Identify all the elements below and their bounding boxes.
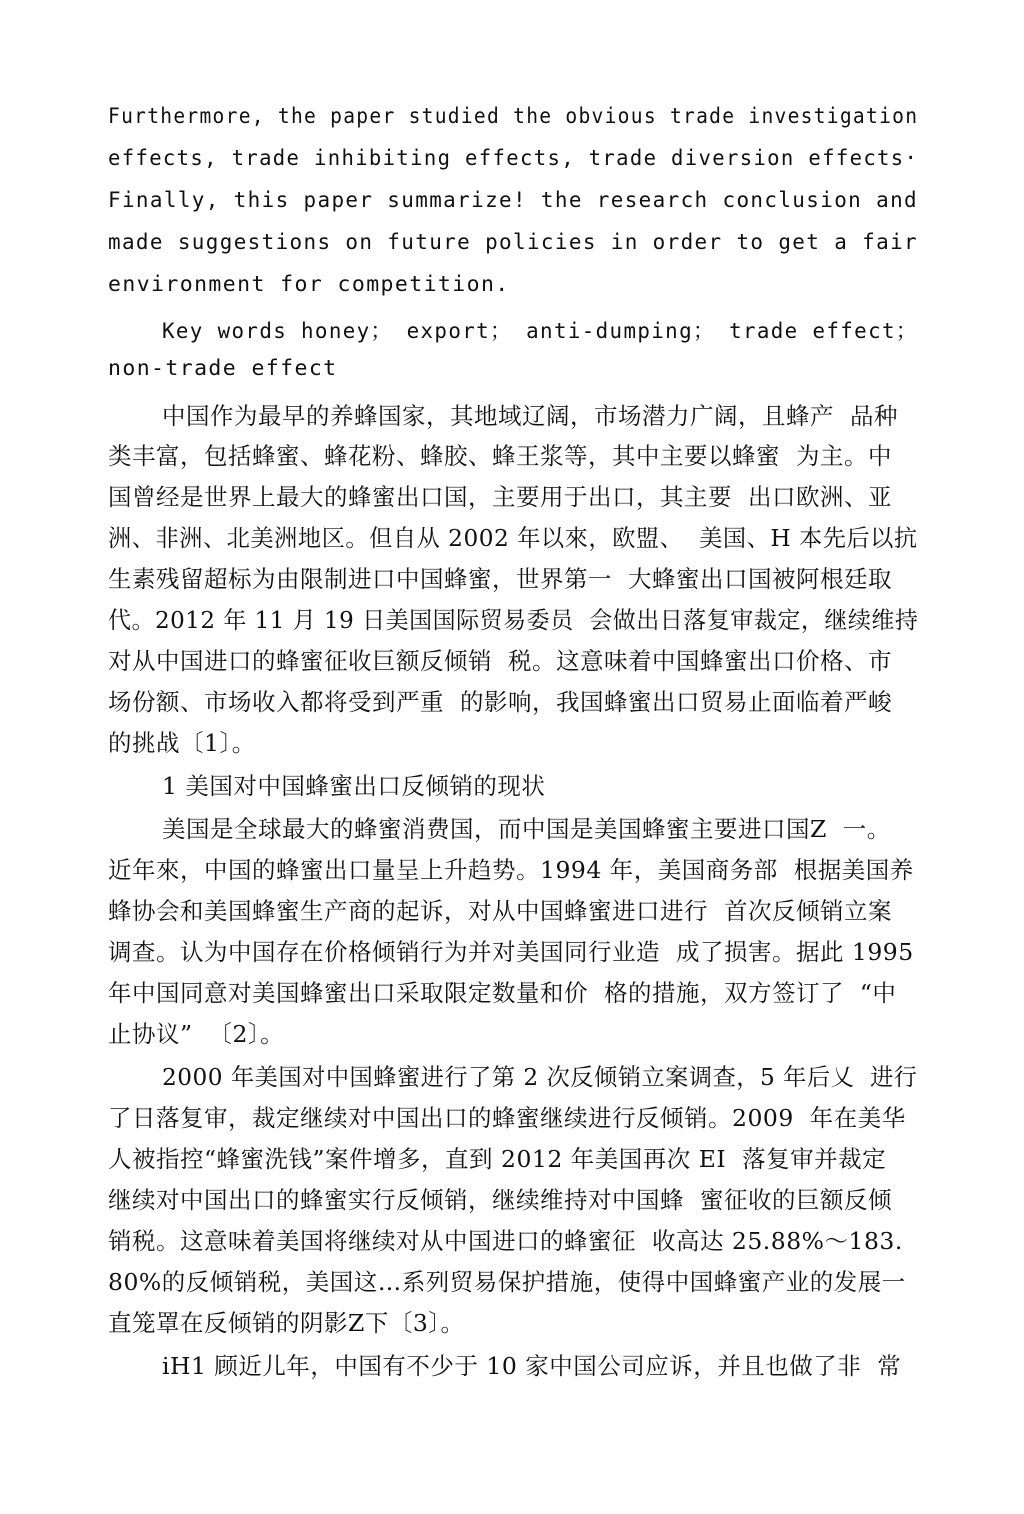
abstract-line: effects, trade inhibiting effects, trade diversion effects· [108,146,919,171]
paragraph-line: 蜂协会和美国蜂蜜生产商的起诉，对从中国蜂蜜进口进行 首次反倾销立案 [108,897,892,925]
intro-line: 国曾经是世界上最大的蜂蜜出口国，主要用于出口，其主要 出口欧洲、亚 [108,483,892,511]
intro-line: 代。2012 年 11 月 19 日美国国际贸易委员 会做出日落复审裁定，继续维持 [108,606,919,634]
intro-line: 生素残留超标为由限制进口中国蜂蜜，世界第一 大蜂蜜出口国被阿根廷取 [108,565,892,593]
paragraph-line: 调查。认为中国存在价格倾销行为并对美国同行业造 成了损害。据此 1995 [108,938,914,966]
abstract-line: environment for competition. [108,272,510,297]
paragraph-line: 80%的反倾销税，美国这…系列贸易保护措施，使得中国蜂蜜产业的发展一 [108,1268,906,1296]
intro-line: 中国作为最早的养蜂国家，其地域辽阔，市场潜力广阔，且蜂产 品种 [162,402,898,430]
intro-line: 类丰富，包括蜂蜜、蜂花粉、蜂胶、蜂王浆等，其中主要以蜂蜜 为主。中 [108,442,892,470]
intro-line: 洲、非洲、北美洲地区。但自从 2002 年以來，欧盟、 美国、H 本先后以抗 [108,524,918,552]
paragraph-line: 直笼罩在反倾销的阴影Z下〔3〕。 [108,1309,465,1337]
paragraph-line: 人被指控“蜂蜜洗钱”案件增多，直到 2012 年美国再次 EI 落复审并裁定 [108,1145,887,1173]
abstract-line: Finally, this paper summarize! the research conclusion and [108,188,919,213]
paragraph-line: 美国是全球最大的蜂蜜消费国，而中国是美国蜂蜜主要进口国Z 一。 [162,815,891,843]
paragraph-line: 继续对中国出口的蜂蜜实行反倾销，继续维持对中国蜂 蜜征收的巨额反倾 [108,1186,892,1214]
paragraph-line: 年中国同意对美国蜂蜜出口采取限定数量和价 格的措施，双方签订了 “中 [108,979,897,1007]
paragraph-line: 近年來，中国的蜂蜜出口量呈上升趋势。1994 年，美国商务部 根据美国养 [108,856,914,884]
paragraph-line: 2000 年美国对中国蜂蜜进行了第 2 次反倾销立案调查，5 年后乂 进行 [162,1063,918,1091]
paragraph-line: iH1 顾近儿年，中国有不少于 10 家中国公司应诉，并且也做了非 常 [162,1352,902,1380]
abstract-line: Furthermore, the paper studied the obvious trade investigation [108,104,919,129]
intro-line: 对从中国进口的蜂蜜征收巨额反倾销 税。这意味着中国蜂蜜出口价格、市 [108,647,892,675]
paragraph-line: 止协议” 〔2〕。 [108,1020,285,1048]
paragraph-line: 了日落复审，裁定继续对中国出口的蜂蜜继续进行反倾销。2009 年在美华 [108,1104,906,1132]
intro-line: 的挑战〔1〕。 [108,729,256,757]
keywords-line: Key words honey； export； anti-dumping； trade effect； [162,319,919,344]
keywords-line: non-trade effect [108,356,338,381]
section-heading: 1 美国对中国蜂蜜出口反倾销的现状 [162,772,546,800]
abstract-line: made suggestions on future policies in order to get a fair [108,230,919,255]
intro-line: 场份额、市场收入都将受到严重 的影响，我国蜂蜜出口贸易止面临着严峻 [108,688,892,716]
paragraph-line: 销税。这意味着美国将继续对从中国进口的蜂蜜征 收高达 25.88%〜183. [108,1227,903,1255]
